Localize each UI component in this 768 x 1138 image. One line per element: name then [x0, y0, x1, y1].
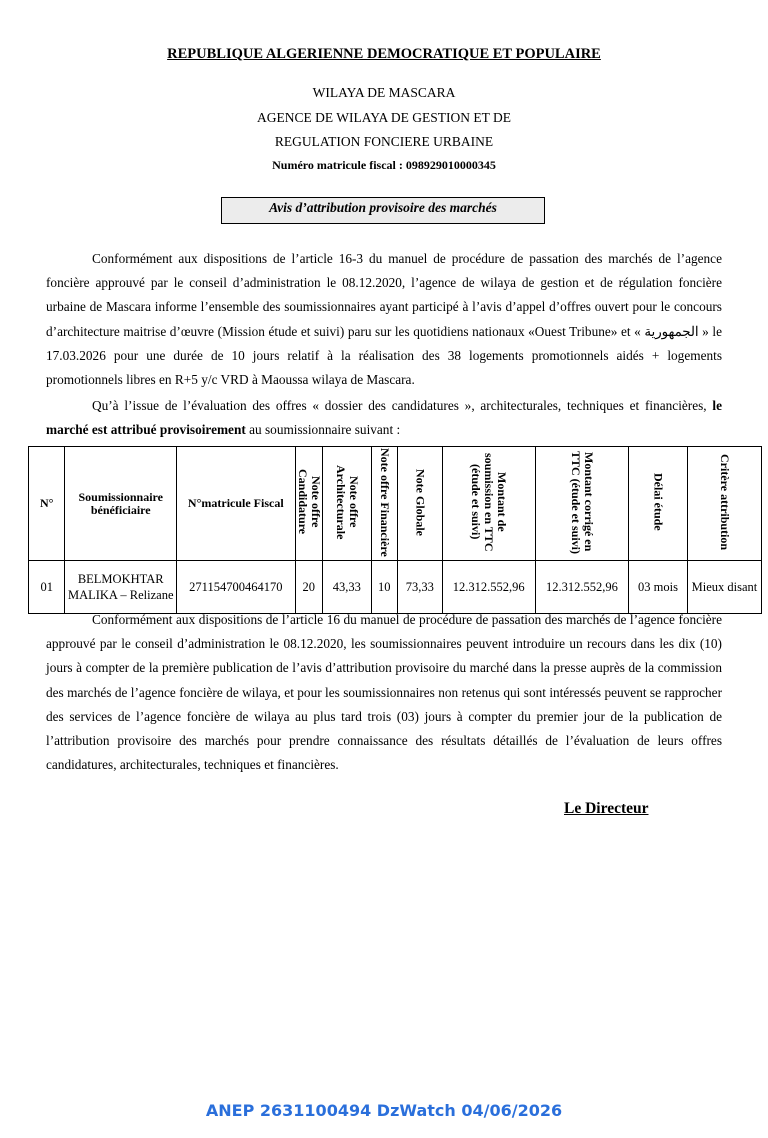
paragraph-2-start: Qu’à l’issue de l’évaluation des offres « dossier des candidatures », architecturales, techniques et financières, [92, 398, 707, 413]
paragraph-2-text [46, 394, 722, 442]
cell-note-financiere: 10 [371, 561, 397, 614]
body-paragraph-3 [46, 608, 722, 777]
header-note-candidature: Note offre Candidature [295, 447, 322, 561]
cell-note-architecturale: 43,33 [322, 561, 371, 614]
header-fiscal: N°matricule Fiscal [177, 447, 296, 561]
signature-title: Le Directeur [564, 800, 649, 817]
paragraph-1-text: Conformément aux dispositions de l’article 16-3 du manuel de procédure de passation des marchés de l’agence foncière approuvé par le conseil d’administration le 08.12.2020, l’agence de wilaya de gestion et de régulation foncière urbaine de Mascara informe l’ensemble des soumissionnaires ayant participé à l’avis d’appel d’offres ouvert pour le concours d’architecture maitrise d’œuvre (Mission étude et suivi) paru sur les quotidiens nationaux «Ouest Tribune» et « الجمهورية » le 17.03.2026 pour une durée de 10 jours relatif à la réalisation des 38 logements promotionnels aidés + logements promotionnels libres en R+5 y/c VRD à Maoussa wilaya de Mascara. [46, 251, 722, 388]
header-note-architecturale: Note offre Architecturale [322, 447, 371, 561]
cell-amount-corrected: 12.312.552,96 [535, 561, 628, 614]
cell-amount: 12.312.552,96 [442, 561, 535, 614]
cell-delay: 03 mois [629, 561, 688, 614]
paragraph-2-bold: le marché est attribué provisoirement [46, 398, 722, 438]
cell-note-candidature: 20 [295, 561, 322, 614]
header-amount-corrected: Montant corrigé en TTC (étude et suivi) [535, 447, 628, 561]
header-amount: Montant de soumission en TTC (étude et suivi) [442, 447, 535, 561]
body-paragraph-2 [46, 394, 722, 442]
cell-num: 01 [29, 561, 65, 614]
notice-title: Avis d’attribution provisoire des marchés [221, 197, 545, 224]
cell-fiscal: 271154700464170 [177, 561, 296, 614]
cell-bidder: BELMOKHTAR MALIKA – Relizane [65, 561, 177, 614]
wilaya-line: WILAYA DE MASCARA [312, 85, 456, 100]
body-paragraph-1 [46, 247, 722, 392]
agency-line-1: AGENCE DE WILAYA DE GESTION ET DE [257, 110, 511, 125]
header-delay: Délai étude [629, 447, 688, 561]
header-criterion: Critère attribution [687, 447, 761, 561]
agency-line-2: REGULATION FONCIERE URBAINE [274, 134, 494, 149]
paragraph-2-end: au soumissionnaire suivant : [245, 422, 401, 438]
table-row [29, 561, 762, 614]
header-num: N° [29, 447, 65, 561]
award-table [28, 446, 762, 614]
republic-heading: REPUBLIQUE ALGERIENNE DEMOCRATIQUE ET POPULAIRE [167, 46, 601, 62]
cell-criterion: Mieux disant [687, 561, 761, 614]
table-header-row [29, 447, 762, 561]
publication-footer: ANEP 2631100494 DzWatch 04/06/2026 [205, 1101, 563, 1120]
cell-note-globale: 73,33 [397, 561, 442, 614]
paragraph-3-text: Conformément aux dispositions de l’article 16 du manuel de procédure de passation des marchés de l’agence foncière approuvé par le conseil d’administration le 08.12.2020, les soumissionnaires peuvent introduire un recours dans les dix (10) jours à compter de la première publication de l’avis d’attribution provisoire du marché dans la presse auprès de la commission des marchés de l’agence foncière de wilaya, et pour les soumissionnaires non retenus qui sont intéressés peuvent se rapprocher des services de l’agence foncière de wilaya au plus tard trois (03) jours à compter du premier jour de la publication de l’attribution provisoire des marchés pour prendre connaissance des résultats détaillés de l’évaluation de leurs offres candidatures, architecturales, techniques et financières. [46, 612, 722, 773]
fiscal-number: Numéro matricule fiscal : 098929010000345 [272, 158, 496, 172]
header-note-financiere: Note offre Financière [371, 447, 397, 561]
header-bidder: Soumissionnaire bénéficiaire [65, 447, 177, 561]
header-note-globale: Note Globale [397, 447, 442, 561]
